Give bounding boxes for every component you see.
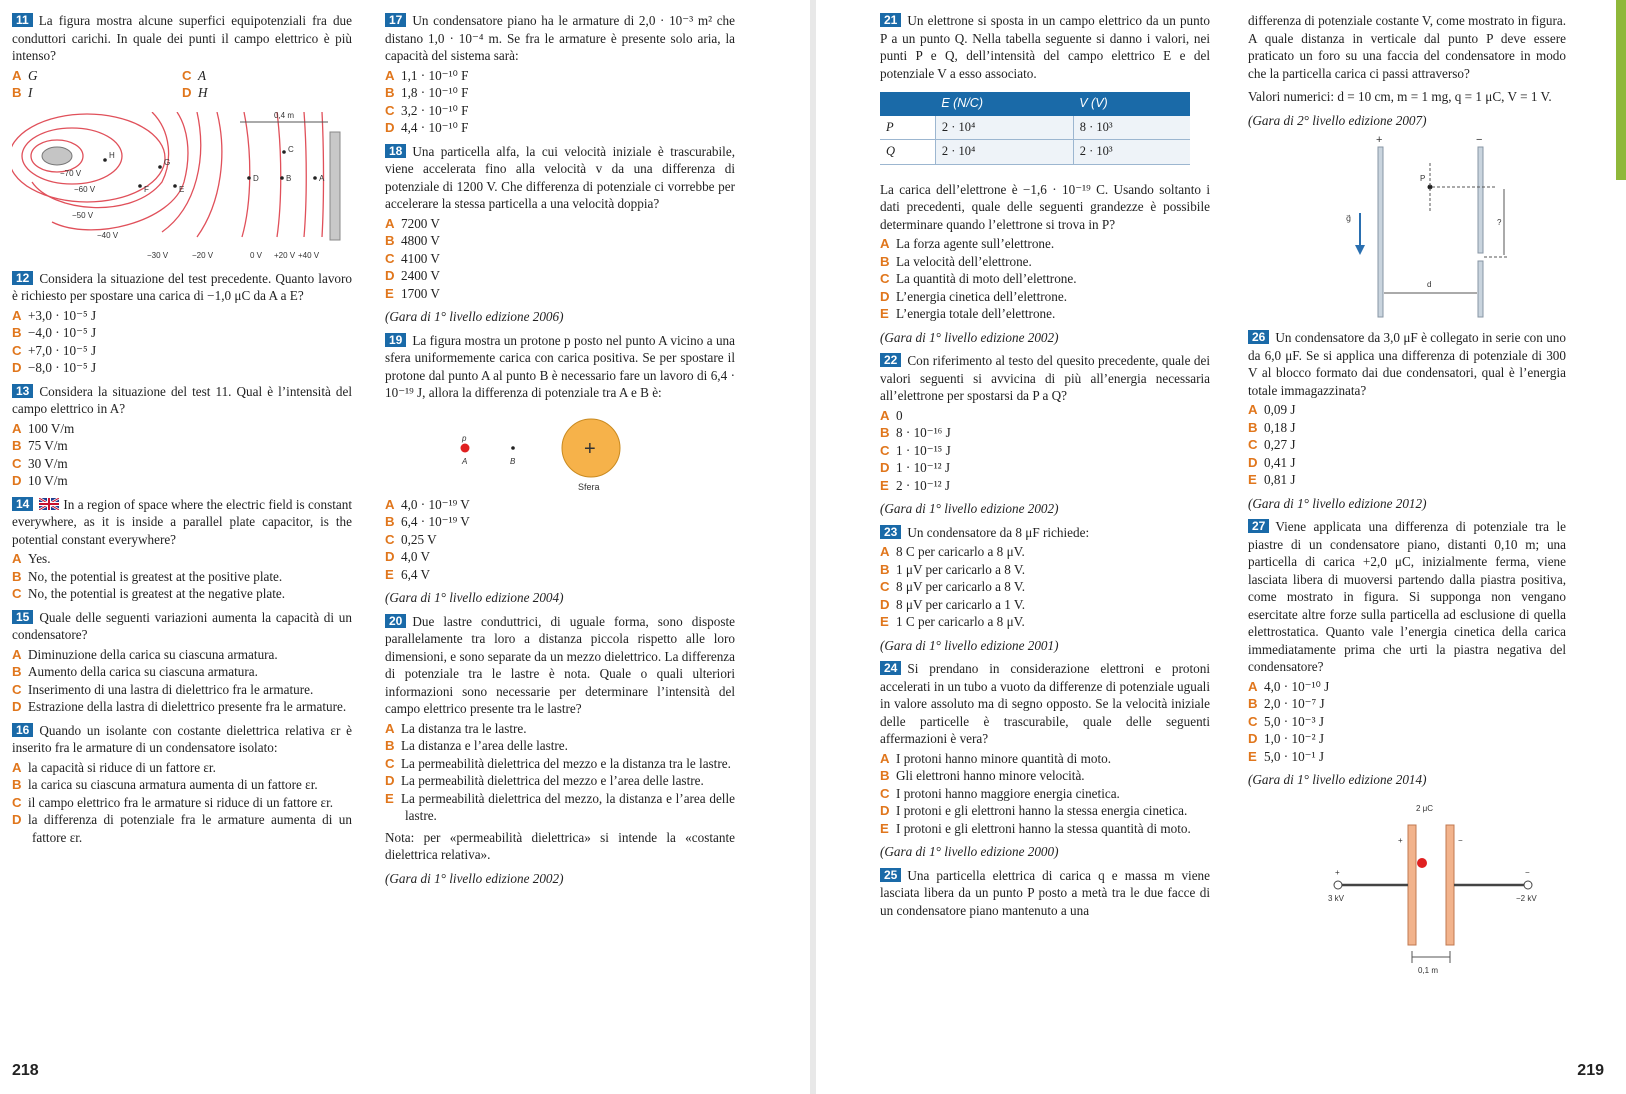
point-a-label: A bbox=[462, 456, 468, 466]
capacitor-gravity-figure bbox=[1308, 133, 1608, 323]
question-text: Con riferimento al testo del quesito precedente, quale dei valori seguenti si avvicina di più all’energia necessaria all’elettrone per spostarsi da P a Q? bbox=[880, 353, 1210, 403]
option-text: 4,4 · 10⁻¹⁰ F bbox=[401, 120, 469, 135]
option-text: +3,0 · 10⁻⁵ J bbox=[28, 307, 97, 323]
point-b-dot bbox=[511, 446, 515, 450]
option-text: 2400 V bbox=[401, 268, 440, 283]
left-terminal bbox=[1334, 881, 1342, 889]
question-number: 15 bbox=[12, 610, 33, 624]
option-letter: C bbox=[880, 579, 890, 594]
option-text: 2,0 · 10⁻⁷ J bbox=[1264, 696, 1325, 711]
potential-label: −50 V bbox=[72, 210, 94, 220]
potential-label: −60 V bbox=[74, 184, 96, 194]
option-text: 0,25 V bbox=[401, 531, 437, 547]
question-number: 19 bbox=[385, 333, 406, 347]
table-cell: 2 · 10³ bbox=[1073, 140, 1190, 165]
question-text: Quale delle seguenti variazioni aumenta la capacità di un condensatore? bbox=[12, 609, 352, 642]
option-letter: C bbox=[385, 102, 395, 118]
option-text: 0 bbox=[896, 407, 903, 423]
capacitor-charge-figure bbox=[1268, 795, 1568, 975]
question-number: 16 bbox=[12, 723, 33, 737]
option-text: G bbox=[28, 67, 38, 83]
source-note: (Gara di 1° livello edizione 2002) bbox=[385, 870, 564, 886]
equipotential-figure bbox=[12, 112, 352, 262]
question-26 bbox=[1248, 329, 1566, 512]
option-text: H bbox=[198, 85, 208, 100]
source-note: (Gara di 1° livello edizione 2002) bbox=[880, 329, 1059, 345]
right-page bbox=[816, 0, 1626, 1094]
question-text: Viene applicata una differenza di potenziale tra le piastre di un condensatore piano, distanti 0,10 m; una particella di carica +2,0 μC, inizialmente ferma, viene lasciata libera di muoversi partendo dalla piastra positiva, come mostrato in figura. Si supponga non vengano esercitate altre forze sulla particella ad esclusione di quella elettrostatica. Quanto vale l’energia cinetica della carica immediatamente prima che urti la piastra negativa del condensatore? bbox=[1248, 519, 1566, 674]
option-letter: A bbox=[1248, 402, 1258, 417]
option-text: Aumento della carica su ciascuna armatura. bbox=[28, 664, 258, 679]
point-b-label: B bbox=[510, 456, 516, 466]
question-text: Una particella alfa, la cui velocità iniziale è trascurabile, viene accelerata fino alla velocità v da una differenza di potenziale di 1200 V. Che differenza di potenziale ci vorrebbe per accelerare la stessa particella a una velocità doppia? bbox=[385, 143, 735, 211]
table-cell: 2 · 10⁴ bbox=[935, 140, 1073, 165]
table-cell: 2 · 10⁴ bbox=[935, 116, 1073, 140]
distance-label: 0,4 m bbox=[274, 111, 295, 120]
question-text: La figura mostra un protone p posto nel punto A vicino a una sfera uniformemente carica con carica positiva. Se per spostare il protone dal punto A al punto B è necessario fare un lavoro di 6,4 · 10⁻¹⁹ J, allora la differenza di potenziale tra A e B è: bbox=[385, 332, 735, 400]
option-letter: D bbox=[880, 596, 890, 612]
potential-label: +40 V bbox=[298, 250, 320, 260]
point-label: C bbox=[288, 144, 294, 154]
option-letter: A bbox=[12, 646, 22, 662]
option-text: 5,0 · 10⁻¹ J bbox=[1264, 748, 1325, 764]
option-text: la carica su ciascuna armatura aumenta di un fattore εr. bbox=[28, 777, 318, 792]
option-text: 6,4 · 10⁻¹⁹ V bbox=[401, 514, 470, 529]
question-20 bbox=[385, 613, 735, 888]
distance-label: 0,1 m bbox=[1418, 965, 1439, 975]
question-25-continued bbox=[1248, 12, 1566, 323]
option-letter: E bbox=[1248, 472, 1257, 487]
option-letter: A bbox=[385, 496, 395, 512]
right-terminal bbox=[1524, 881, 1532, 889]
question-number: 25 bbox=[880, 868, 901, 882]
chapter-tab bbox=[1616, 0, 1626, 180]
table-cell: 8 · 10³ bbox=[1073, 116, 1190, 140]
option-letter: C bbox=[880, 442, 890, 458]
option-letter: C bbox=[12, 681, 22, 697]
option-letter: D bbox=[385, 549, 395, 564]
question-27 bbox=[1248, 518, 1566, 975]
question-text: Un elettrone si sposta in un campo elettrico da un punto P a un punto Q. Nella tabella seguente si danno i valori, nei punti P e Q, dell’intensità del campo elettrico E e del potenziale V a esso associato. bbox=[880, 13, 1210, 81]
question-13 bbox=[12, 383, 352, 490]
right-voltage-label: −2 kV bbox=[1516, 893, 1537, 903]
option-text: A bbox=[198, 67, 207, 83]
question-text: Considera la situazione del test 11. Qual è l’intensità del campo elettrico in A? bbox=[12, 383, 352, 416]
option-letter: E bbox=[880, 820, 889, 836]
option-letter: B bbox=[12, 664, 22, 679]
option-letter: B bbox=[1248, 696, 1258, 711]
option-text: Yes. bbox=[28, 551, 51, 566]
question-text: Un condensatore da 8 μF richiede: bbox=[907, 524, 1090, 540]
question-11 bbox=[12, 12, 352, 102]
data-table bbox=[880, 92, 1190, 165]
charge-dot bbox=[1417, 858, 1427, 868]
option-letter: D bbox=[12, 360, 22, 375]
point-label: D bbox=[253, 173, 259, 183]
left-column-1 bbox=[12, 12, 352, 852]
option-text: 1 · 10⁻¹² J bbox=[896, 460, 951, 475]
option-text: 0,27 J bbox=[1264, 437, 1296, 452]
option-letter: D bbox=[1248, 731, 1258, 746]
question-15 bbox=[12, 609, 352, 716]
option-text: 4,0 · 10⁻¹⁰ J bbox=[1264, 678, 1330, 694]
option-text: 1 · 10⁻¹⁵ J bbox=[896, 442, 951, 458]
option-text: 100 V/m bbox=[28, 420, 75, 436]
options bbox=[880, 407, 1210, 495]
table-header: V (V) bbox=[1073, 92, 1190, 116]
option-text: Inserimento di una lastra di dielettrico fra le armature. bbox=[28, 681, 314, 697]
question-number: 22 bbox=[880, 353, 901, 367]
question-16 bbox=[12, 722, 352, 847]
option-text: +7,0 · 10⁻⁵ J bbox=[28, 342, 97, 358]
option-text: 8 · 10⁻¹⁶ J bbox=[896, 425, 951, 440]
option-text: 1,0 · 10⁻² J bbox=[1264, 731, 1325, 746]
minus-label: − bbox=[1476, 134, 1483, 146]
question-18 bbox=[385, 143, 735, 326]
point-label: B bbox=[286, 173, 292, 183]
table-header: E (N/C) bbox=[935, 92, 1073, 116]
option-letter: B bbox=[12, 438, 22, 453]
option-letter: C bbox=[12, 794, 22, 810]
option-letter: A bbox=[12, 551, 22, 566]
option-text: 4100 V bbox=[401, 250, 440, 266]
option-letter: D bbox=[880, 803, 890, 818]
option-letter: A bbox=[880, 750, 890, 766]
option-text: 5,0 · 10⁻³ J bbox=[1264, 713, 1325, 729]
option-letter: E bbox=[880, 477, 889, 493]
page-number: 219 bbox=[1577, 1062, 1604, 1079]
option-text: 8 μV per caricarlo a 8 V. bbox=[896, 579, 1026, 594]
potential-label: −30 V bbox=[147, 250, 169, 260]
right-column-2 bbox=[1248, 12, 1566, 981]
option-letter: A bbox=[12, 307, 22, 323]
option-letter: E bbox=[385, 790, 394, 806]
option-letter: B bbox=[12, 568, 22, 584]
question-number: 17 bbox=[385, 13, 406, 27]
option-text: 0,41 J bbox=[1264, 454, 1296, 470]
numeric-values: Valori numerici: d = 10 cm, m = 1 mg, q = 1 μC, V = 1 V. bbox=[1248, 89, 1552, 104]
option-letter: A bbox=[385, 720, 395, 736]
option-text: La quantità di moto dell’elettrone. bbox=[896, 271, 1077, 286]
option-text: Estrazione della lastra di dielettrico presente fra le armature. bbox=[28, 699, 347, 714]
option-letter: A bbox=[385, 67, 395, 83]
options bbox=[12, 420, 352, 490]
question-24 bbox=[880, 660, 1210, 861]
option-letter: C bbox=[182, 67, 192, 83]
question-12 bbox=[12, 270, 352, 377]
d-label: d bbox=[1427, 280, 1432, 289]
options bbox=[1248, 678, 1566, 766]
source-note: (Gara di 2° livello edizione 2007) bbox=[1248, 112, 1427, 128]
table-cell: P bbox=[880, 116, 935, 140]
question-text: Quando un isolante con costante dielettrica relativa εr è inserito fra le armature di un condensatore isolato: bbox=[12, 722, 352, 755]
options bbox=[12, 67, 352, 102]
options bbox=[12, 307, 352, 377]
potential-label: 0 V bbox=[250, 250, 263, 260]
question-text: In a region of space where the electric field is constant everywhere, as it is inside a parallel plate capacitor, is the potential constant everywhere? bbox=[12, 496, 352, 547]
source-note: (Gara di 1° livello edizione 2012) bbox=[1248, 495, 1427, 511]
positive-plate bbox=[1378, 147, 1383, 317]
option-text: La permeabilità dielettrica del mezzo e la distanza tra le lastre. bbox=[401, 755, 731, 771]
option-text: Gli elettroni hanno minore velocità. bbox=[896, 768, 1085, 783]
plate-plus-label: + bbox=[1398, 835, 1403, 845]
option-letter: C bbox=[12, 342, 22, 358]
potential-label: +20 V bbox=[274, 250, 296, 260]
option-letter: C bbox=[12, 455, 22, 471]
negative-plate bbox=[1446, 825, 1454, 945]
page-number: 218 bbox=[12, 1062, 39, 1079]
source-note: (Gara di 1° livello edizione 2004) bbox=[385, 590, 564, 605]
option-letter: B bbox=[12, 325, 22, 340]
option-letter: C bbox=[1248, 713, 1258, 729]
option-letter: B bbox=[12, 85, 22, 100]
option-text: 1 μV per caricarlo a 8 V. bbox=[896, 561, 1026, 577]
option-letter: A bbox=[880, 236, 890, 251]
option-text: 4,0 · 10⁻¹⁹ V bbox=[401, 496, 470, 512]
option-letter: B bbox=[880, 768, 890, 783]
option-letter: C bbox=[880, 785, 890, 801]
right-column-1 bbox=[880, 12, 1210, 925]
option-text: 1,1 · 10⁻¹⁰ F bbox=[401, 67, 469, 83]
question-17 bbox=[385, 12, 735, 137]
option-letter: C bbox=[12, 586, 22, 601]
question-23 bbox=[880, 524, 1210, 655]
option-text: La velocità dell’elettrone. bbox=[896, 253, 1032, 269]
question-number: 18 bbox=[385, 144, 406, 158]
option-letter: C bbox=[1248, 437, 1258, 452]
option-text: La permeabilità dielettrica del mezzo, la distanza e l’area delle lastre. bbox=[401, 790, 735, 823]
terminal-plus-label: + bbox=[1335, 867, 1340, 877]
option-letter: D bbox=[12, 812, 22, 827]
question-19 bbox=[385, 332, 735, 607]
source-note: (Gara di 1° livello edizione 2006) bbox=[385, 309, 564, 324]
question-number: 14 bbox=[12, 497, 33, 511]
option-text: Diminuzione della carica su ciascuna armatura. bbox=[28, 646, 278, 662]
option-text: 2 · 10⁻¹² J bbox=[896, 477, 951, 493]
options bbox=[1248, 401, 1566, 489]
point-label: A bbox=[319, 173, 325, 183]
question-number: 23 bbox=[880, 525, 901, 539]
option-letter: D bbox=[12, 699, 22, 714]
option-text: 4800 V bbox=[401, 233, 440, 248]
question-text: Un condensatore piano ha le armature di 2,0 · 10⁻³ m² che distano 1,0 · 10⁻⁴ m. Se fra le armature è presente solo aria, la capacità del sistema sarà: bbox=[385, 13, 735, 63]
option-text: L’energia totale dell’elettrone. bbox=[896, 306, 1056, 321]
option-text: 1 C per caricarlo a 8 μV. bbox=[896, 614, 1025, 629]
options bbox=[880, 543, 1210, 631]
question-14 bbox=[12, 496, 352, 603]
left-page bbox=[0, 0, 810, 1094]
proton-label: p bbox=[462, 433, 467, 443]
proton-sphere-figure bbox=[385, 406, 725, 492]
sphere-label: Sfera bbox=[578, 481, 600, 492]
negative-plate-upper bbox=[1478, 147, 1483, 253]
table-cell: Q bbox=[880, 140, 935, 165]
option-letter: D bbox=[385, 268, 395, 283]
question-number: 27 bbox=[1248, 519, 1269, 533]
option-text: 75 V/m bbox=[28, 438, 68, 453]
left-column-2 bbox=[385, 12, 735, 893]
options bbox=[385, 67, 735, 137]
question-number: 11 bbox=[12, 13, 33, 27]
option-letter: B bbox=[880, 253, 890, 269]
table-row bbox=[880, 116, 1190, 140]
option-text: La distanza e l’area delle lastre. bbox=[401, 738, 568, 753]
source-note: (Gara di 1° livello edizione 2001) bbox=[880, 637, 1059, 653]
option-letter: A bbox=[12, 420, 22, 436]
option-text: No, the potential is greatest at the positive plate. bbox=[28, 568, 283, 584]
option-letter: A bbox=[880, 407, 890, 423]
option-letter: A bbox=[1248, 678, 1258, 694]
option-letter: C bbox=[880, 271, 890, 286]
option-letter: B bbox=[880, 425, 890, 440]
options bbox=[12, 550, 352, 603]
option-letter: D bbox=[880, 288, 890, 304]
option-letter: D bbox=[385, 120, 395, 135]
question-number: 24 bbox=[880, 661, 901, 675]
plus-label: + bbox=[1376, 134, 1383, 146]
plate-minus-label: − bbox=[1458, 835, 1463, 845]
option-letter: C bbox=[385, 531, 395, 547]
option-text: I protoni hanno minore quantità di moto. bbox=[896, 750, 1111, 766]
option-text: I bbox=[28, 85, 33, 100]
question-number: 13 bbox=[12, 384, 33, 398]
question-21 bbox=[880, 12, 1210, 346]
options bbox=[385, 720, 735, 825]
option-letter: C bbox=[385, 250, 395, 266]
option-letter: E bbox=[880, 306, 889, 321]
charge-label: 2 μC bbox=[1416, 803, 1434, 813]
option-text: I protoni hanno maggiore energia cinetica. bbox=[896, 785, 1120, 801]
question-number: 21 bbox=[880, 13, 901, 27]
source-note: (Gara di 1° livello edizione 2002) bbox=[880, 501, 1059, 516]
left-voltage-label: 3 kV bbox=[1328, 893, 1345, 903]
potential-label: −70 V bbox=[60, 168, 82, 178]
question-text: Una particella elettrica di carica q e massa m viene lasciata libera da un punto P posto a metà tra le due facce di un condensatore piano mantenuto a una bbox=[880, 867, 1210, 918]
p-label: P bbox=[1420, 174, 1426, 183]
question-text-2: La carica dell’elettrone è −1,6 · 10⁻¹⁹ C. Usando soltanto i dati precedenti, quale delle seguenti grandezze è possibile determinare quando l’elettrone si trova in P? bbox=[880, 181, 1210, 232]
option-letter: E bbox=[385, 566, 394, 582]
option-text: 8 μV per caricarlo a 1 V. bbox=[896, 596, 1026, 612]
point-label: G bbox=[164, 157, 171, 167]
point-label: H bbox=[109, 150, 115, 160]
option-letter: B bbox=[12, 777, 22, 792]
option-letter: B bbox=[385, 85, 395, 100]
point-label: E bbox=[179, 184, 185, 194]
terminal-minus-label: − bbox=[1525, 867, 1530, 877]
positive-plate bbox=[1408, 825, 1416, 945]
option-letter: B bbox=[385, 233, 395, 248]
option-text: 30 V/m bbox=[28, 455, 68, 471]
option-letter: A bbox=[12, 759, 22, 775]
option-text: 1700 V bbox=[401, 285, 440, 301]
note: Nota: per «permeabilità dielettrica» si intende la «costante dielettrica relativa». bbox=[385, 829, 735, 862]
option-text: 10 V/m bbox=[28, 473, 68, 488]
option-text: il campo elettrico fra le armature si riduce di un fattore εr. bbox=[28, 794, 334, 810]
option-letter: B bbox=[385, 514, 395, 529]
options bbox=[385, 215, 735, 303]
option-text: La distanza tra le lastre. bbox=[401, 720, 527, 736]
option-text: 3,2 · 10⁻¹⁰ F bbox=[401, 102, 469, 118]
option-text: 4,0 V bbox=[401, 549, 431, 564]
option-text: I protoni e gli elettroni hanno la stessa energia cinetica. bbox=[896, 803, 1188, 818]
question-25 bbox=[880, 867, 1210, 920]
option-text: No, the potential is greatest at the negative plate. bbox=[28, 586, 286, 601]
source-note: (Gara di 1° livello edizione 2014) bbox=[1248, 772, 1427, 787]
question-text: La figura mostra alcune superfici equipotenziali fra due conduttori carichi. In quale dei punti il campo elettrico è più intenso? bbox=[12, 13, 352, 63]
point-label: F bbox=[144, 184, 149, 194]
table-row bbox=[880, 140, 1190, 165]
potential-label: −40 V bbox=[97, 230, 119, 240]
option-text: 6,4 V bbox=[401, 566, 431, 582]
question-22 bbox=[880, 352, 1210, 518]
g-label: g⃗ bbox=[1346, 214, 1352, 223]
option-letter: A bbox=[385, 215, 395, 231]
option-letter: D bbox=[385, 773, 395, 788]
options bbox=[12, 646, 352, 716]
option-text: −4,0 · 10⁻⁵ J bbox=[28, 325, 97, 340]
source-note: (Gara di 1° livello edizione 2000) bbox=[880, 844, 1059, 859]
question-mark-label: ? bbox=[1497, 218, 1502, 227]
options bbox=[880, 235, 1210, 323]
option-letter: B bbox=[1248, 419, 1258, 435]
sphere-plus-label: + bbox=[584, 437, 596, 460]
table-header bbox=[880, 92, 935, 116]
option-text: La forza agente sull’elettrone. bbox=[896, 236, 1055, 251]
question-text: Due lastre conduttrici, di uguale forma, sono disposte parallelamente tra loro a distanza piccola rispetto alle loro dimensioni, e sono separate da un mezzo dielettrico. La differenza di potenziale tra le lastre è nota. Quale o quali ulteriori informazioni sono necessarie per determinare l’intensità del campo elettrico presente tra le lastre? bbox=[385, 613, 735, 716]
question-number: 12 bbox=[12, 271, 33, 285]
option-text: 7200 V bbox=[401, 215, 440, 231]
option-letter: D bbox=[12, 473, 22, 488]
proton-dot bbox=[461, 443, 470, 452]
option-text: la capacità si riduce di un fattore εr. bbox=[28, 759, 216, 775]
option-text: −8,0 · 10⁻⁵ J bbox=[28, 360, 97, 375]
option-letter: D bbox=[880, 460, 890, 475]
option-letter: A bbox=[880, 544, 890, 559]
option-text: 0,81 J bbox=[1264, 472, 1296, 487]
option-letter: B bbox=[880, 561, 890, 577]
options bbox=[880, 750, 1210, 838]
option-letter: D bbox=[1248, 454, 1258, 470]
options bbox=[385, 496, 735, 584]
option-text: 0,09 J bbox=[1264, 402, 1296, 417]
option-text: la differenza di potenziale fra le armature aumenta di un fattore εr. bbox=[28, 812, 352, 845]
option-text: I protoni e gli elettroni hanno la stessa quantità di moto. bbox=[896, 820, 1191, 836]
uk-flag-icon bbox=[39, 498, 59, 510]
options bbox=[12, 759, 352, 847]
question-text: Si prendano in considerazione elettroni e protoni accelerati in un tubo a vuoto da differenze di potenziale uguali in valore assoluto ma di segno opposto. Se la velocità iniziale delle particelle è trascurabile, quale delle seguenti affermazioni è vera? bbox=[880, 661, 1210, 746]
option-letter: D bbox=[182, 85, 192, 100]
option-letter: E bbox=[880, 614, 889, 629]
option-letter: A bbox=[12, 67, 22, 83]
option-text: 8 C per caricarlo a 8 μV. bbox=[896, 544, 1025, 559]
option-text: 0,18 J bbox=[1264, 419, 1296, 435]
question-text: Un condensatore da 3,0 μF è collegato in serie con uno da 6,0 μF. Se si applica una differenza di potenziale di 300 V al blocco formato dai due condensatori, qual è l’energia totale immagazzinata? bbox=[1248, 330, 1566, 398]
option-letter: E bbox=[385, 285, 394, 301]
option-text: La permeabilità dielettrica del mezzo e l’area delle lastre. bbox=[401, 773, 704, 788]
option-letter: C bbox=[385, 755, 395, 771]
question-text: Considera la situazione del test precedente. Quanto lavoro è richiesto per spostare una carica di −1,0 μC da A a E? bbox=[12, 270, 352, 303]
option-letter: E bbox=[1248, 748, 1257, 764]
question-text-2: differenza di potenziale costante V, come mostrato in figura. A quale distanza in verticale dal punto P deve essere praticato un foro su una faccia del condensatore in modo che la particella carica ci passi attraverso? bbox=[1248, 13, 1566, 81]
potential-label: −20 V bbox=[192, 250, 214, 260]
negative-plate-lower bbox=[1478, 261, 1483, 317]
option-letter: B bbox=[385, 738, 395, 753]
question-number: 20 bbox=[385, 614, 406, 628]
option-text: 1,8 · 10⁻¹⁰ F bbox=[401, 85, 469, 100]
question-number: 26 bbox=[1248, 330, 1269, 344]
option-text: L’energia cinetica dell’elettrone. bbox=[896, 288, 1067, 304]
